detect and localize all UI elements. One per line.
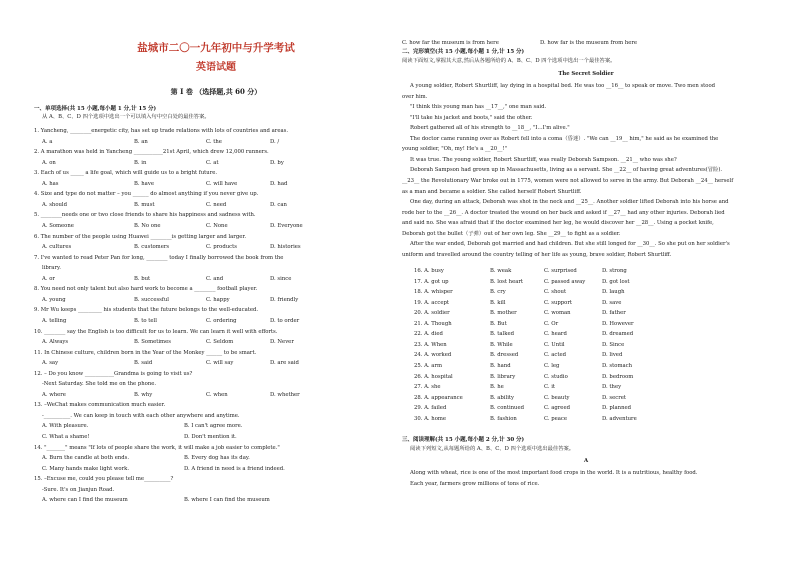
option-b: B. have	[134, 180, 154, 187]
option-b: B. to tell	[134, 317, 157, 324]
option-b: B. an	[134, 138, 148, 145]
cloze-option-b: B. But	[490, 320, 507, 327]
section-3-heading: 三、阅读理解(共 15 小题,每小题 2 分,计 30 分)	[402, 437, 525, 443]
cloze-option-c: C. it	[544, 384, 556, 391]
option-a: A. With pleasure.	[42, 423, 89, 430]
question-stem: 7. I've wanted to read Peter Pan for long, ________ today I finally borrowed the book from the	[34, 254, 284, 261]
option-b: B. said	[134, 360, 153, 367]
option-a: A. where	[42, 391, 66, 398]
passage-line: Deborah Sampson had grown up in Massachusetts, living as a servant. She __22__ of having great adventures(冒险).	[410, 167, 723, 174]
question-stem: 6. The number of the people using Huawei ________is getting larger and larger.	[34, 233, 246, 240]
option-a: A. a	[42, 138, 53, 145]
cloze-option-c: C. woman	[544, 310, 571, 317]
cloze-option-c: C. beauty	[544, 394, 570, 401]
option-a: A. or	[42, 275, 55, 282]
option-c: C. What a shame!	[42, 434, 90, 440]
cloze-option-b: B. he	[490, 384, 504, 391]
cloze-option-b: B. hand	[490, 363, 511, 369]
cloze-option-b: B. lost heart	[490, 278, 524, 285]
option-b: B. why	[134, 391, 153, 398]
option-c: C. None	[206, 223, 228, 229]
passage-line: rode her to the __26__. A doctor treated the wound on her back and asked if __27__ had any other injuries. Deborah lied	[402, 209, 725, 216]
cloze-option-d: D. Since	[602, 341, 625, 348]
question-stem: 3. Each of us _____ a life goal, which will guide us to a bright future.	[34, 170, 218, 177]
cloze-option-d: D. lived	[602, 352, 623, 359]
passage-line: young soldier, "Oh, my! He's a __20__!"	[402, 146, 507, 153]
cloze-option-a: 16. A. busy	[414, 268, 444, 274]
cloze-option-a: 28. A. appearance	[414, 394, 463, 401]
section-2-heading: 二、完形填空(共 15 小题,每小题 1 分,计 15 分)	[402, 49, 525, 55]
cloze-option-a: 26. A. hospital	[414, 373, 453, 380]
option-c: C. at	[206, 159, 219, 166]
cloze-option-d: D. planned	[602, 405, 632, 412]
option-a: A. Someone	[42, 223, 74, 229]
passage-line: A young soldier, Robert Shurtliff, lay dying in a hospital bed. He was too __16__ to speak or move. Two men stood	[410, 83, 716, 89]
cloze-option-b: B. dressed	[490, 352, 519, 359]
cloze-option-d: D. However	[602, 320, 634, 327]
option-c: C. will say	[206, 360, 234, 367]
option-a: A. Always	[42, 339, 69, 345]
option-b: B. No one	[134, 223, 161, 229]
cloze-option-b: B. cry	[490, 289, 506, 296]
cloze-option-c: C. Or	[544, 320, 559, 327]
option-a: A. has	[42, 180, 59, 187]
option-c: C. products	[206, 244, 237, 251]
question-stem: 15. –Excuse me, could you please tell me__________?	[34, 476, 174, 483]
option-c: C. ordering	[206, 317, 237, 324]
right-column	[402, 0, 770, 562]
exam-subtitle: 英语试题	[196, 62, 236, 73]
cloze-option-d: D. father	[602, 310, 626, 317]
section-2-instruction: 阅读下面短文,掌握其大意,然后从各题所给的 A、B、C、D 四个选项中选出一个最佳答案。	[402, 58, 616, 64]
option-d: D. are said	[270, 360, 299, 367]
cloze-option-b: B. talked	[490, 331, 514, 338]
question-stem: 12. – Do you know ___________Grandma is going to visit us?	[34, 370, 193, 377]
option-c: C. and	[206, 275, 224, 282]
question-stem: 4. Size and type do not matter – you ______ do almost anything if you never give up.	[34, 191, 259, 198]
section-1-instruction: 从 A、B、C、D 四个选项中选出一个可以填入句中空白处的最佳答案。	[42, 114, 210, 120]
question-stem: 14. "_______" means "If lots of people share the work, it will make a job easier to complete."	[34, 444, 280, 451]
cloze-option-c: C. leg	[544, 363, 560, 369]
passage-line: and said no. She was afraid that if the doctor examined her leg, he would discover her __28__. Using a pocket knife,	[402, 220, 714, 227]
option-c: C. how far the museum is from here	[402, 40, 499, 46]
cloze-option-c: C. support	[544, 299, 572, 306]
cloze-option-d: D. laugh	[602, 289, 625, 296]
cloze-option-d: D. they	[602, 384, 622, 391]
cloze-option-b: B. While	[490, 341, 513, 348]
passage-line: It was true. The young soldier, Robert Shurtliff, was really Deborah Sampson. __21__ who was she?	[410, 156, 677, 163]
passage-line: over him.	[402, 93, 428, 100]
left-column	[34, 0, 398, 562]
cloze-option-d: D. strong	[602, 268, 627, 274]
option-a: A. Burn the candle at both ends.	[42, 455, 130, 462]
cloze-option-a: 20. A. soldier	[414, 310, 450, 317]
section-3-instruction: 阅读下列短文,从每题所给的 A、B、C、D 四个选项中选出最佳答案。	[410, 446, 575, 452]
question-stem-continued: library.	[42, 265, 61, 272]
option-d: D. Everyone	[270, 223, 303, 229]
option-d: D. histories	[270, 244, 301, 251]
cloze-option-b: B. library	[490, 373, 516, 380]
option-b: B. must	[134, 201, 155, 208]
option-b: B. in	[134, 159, 147, 166]
option-d: D. how far is the museum from here	[540, 40, 638, 46]
question-stem: 8. You need not only talent but also hard work to become a ________ football player.	[34, 286, 258, 293]
cloze-option-a: 22. A. died	[414, 331, 443, 338]
option-a: A. should	[42, 201, 68, 208]
passage-line: Deborah got the bullet（子弹）out of her own leg. She __29__ to fight as a soldier.	[402, 230, 621, 237]
option-a: A. say	[42, 360, 59, 367]
option-b: B. I can't agree more.	[184, 423, 243, 430]
question-stem: 11. In Chinese culture, children born in the Year of the Monkey ______ to be smart.	[34, 349, 257, 356]
option-a: A. on	[42, 159, 56, 166]
option-a: A. telling	[42, 317, 67, 324]
reading-line: Along with wheat, rice is one of the most important food crops in the world. It is a nutritious, healthy food.	[410, 470, 698, 476]
question-stem: 2. A marathon was held in Yancheng ___________21st April, which drew 12,000 runners.	[34, 149, 269, 156]
cloze-option-c: C. heard	[544, 331, 567, 338]
option-d: D. can	[270, 201, 287, 208]
passage-line: After the war ended, Deborah got married and had children. But she still longed for __30__. So she put on her soldier's	[410, 241, 730, 248]
option-a: A. cultures	[42, 244, 72, 251]
question-stem-continued: -__________. We can keep in touch with each other anywhere and anytime.	[42, 412, 240, 419]
cloze-option-d: D. dreamed	[602, 331, 634, 338]
passage-line: "I think this young man has __17__," one man said.	[410, 104, 547, 111]
option-c: C. the	[206, 138, 222, 145]
passage-line: uniform and travelled around the country telling of her life as young, brave soldier, Robert Shurtliff.	[402, 251, 672, 258]
option-c: C. when	[206, 391, 228, 398]
cloze-option-d: D. secret	[602, 394, 627, 401]
passage-line: Robert gathered all of his strength to __18__, "I…I'm alive."	[410, 125, 570, 132]
cloze-option-a: 23. A. When	[414, 341, 447, 348]
option-b: B. where I can find the museum	[184, 497, 270, 504]
reading-line: Each year, farmers grow millions of tons of rice.	[410, 480, 540, 487]
passage-line: "I'll take his jacket and boots," said the other.	[410, 114, 533, 121]
question-stem-continued: -Sure. It's on Jianjun Road.	[42, 486, 115, 493]
passage-line: __23__ the Revolutionary War broke out in 1775, women were not allowed to serve in the army. But Deborah __24__ herself	[402, 178, 734, 184]
option-d: D. /	[270, 138, 280, 145]
question-stem: 13. –WeChat makes communication much easier.	[34, 402, 166, 409]
cloze-option-a: 24. A. worked	[414, 352, 452, 359]
option-b: B. Every dog has its day.	[184, 455, 250, 462]
cloze-option-b: B. mother	[490, 310, 517, 317]
option-d: D. had	[270, 180, 288, 187]
cloze-option-c: C. shout	[544, 289, 567, 296]
passage-line: One day, during an attack, Deborah was shot in the neck and __25__. Another soldier lifted Deborah into his horse and	[410, 199, 729, 206]
passage-line: The doctor came running over as Robert fell into a coma（昏迷）. "We can __19__ him," he said as he examined the	[410, 135, 719, 142]
option-c: C. Seldom	[206, 339, 234, 345]
option-b: B. customers	[134, 244, 170, 251]
option-d: D. friendly	[270, 296, 299, 303]
cloze-option-b: B. kill	[490, 299, 506, 306]
option-d: D. whether	[270, 391, 300, 398]
question-stem: 5. ________needs one or two close friends to share his happiness and sadness with.	[34, 212, 256, 219]
cloze-option-a: 27. A. she	[414, 384, 441, 391]
section-1-heading: 一、单项选择(共 15 小题,每小题 1 分,计 15 分)	[34, 106, 157, 112]
option-a: A. where can I find the museum	[42, 497, 128, 504]
cloze-option-a: 21. A. Though	[414, 320, 452, 327]
cloze-option-d: D. stomach	[602, 363, 633, 369]
cloze-option-c: C. peace	[544, 415, 568, 422]
cloze-option-a: 30. A. home	[414, 415, 447, 422]
cloze-option-a: 25. A. arm	[414, 363, 443, 369]
option-b: B. but	[134, 275, 151, 282]
cloze-option-b: B. ability	[490, 394, 515, 401]
option-d: D. Don't mention it.	[184, 434, 237, 440]
cloze-option-c: C. Until	[544, 341, 565, 348]
passage-line: as a man and became a soldier. She called herself Robert Shurtliff.	[402, 188, 582, 195]
story-title: The Secret Soldier	[558, 71, 614, 77]
cloze-option-d: D. bedroom	[602, 373, 634, 380]
option-d: D. A friend in need is a friend indeed.	[184, 465, 285, 472]
option-d: D. since	[270, 275, 292, 282]
cloze-option-d: D. save	[602, 299, 622, 306]
cloze-option-c: C. studio	[544, 373, 568, 380]
cloze-option-a: 19. A. accept	[414, 299, 450, 306]
option-c: C. happy	[206, 296, 230, 303]
option-d: D. by	[270, 159, 284, 166]
question-stem: 10. ________ say the English is too difficult for us to learn. We can learn it well with efforts.	[34, 328, 278, 335]
option-a: A. young	[42, 296, 66, 303]
part-one-heading: 第 I 卷 （选择题,共 60 分）	[170, 87, 262, 96]
cloze-option-a: 29. A. failed	[414, 405, 447, 412]
option-b: B. Sometimes	[134, 339, 171, 345]
question-stem: 1. Yancheng, ________energetic city, has set up trade relations with lots of countries and areas.	[34, 128, 289, 134]
cloze-option-c: C. surprised	[544, 268, 577, 274]
passage-a-label: A	[583, 458, 589, 464]
option-d: D. to order	[270, 317, 300, 324]
cloze-option-c: C. acted	[544, 352, 567, 359]
cloze-option-c: C. agreed	[544, 405, 570, 412]
question-stem: 9. Mr Wu keeps _________ his students that the future belongs to the well-educated.	[34, 307, 259, 314]
cloze-option-c: C. passed away	[544, 278, 586, 285]
cloze-option-d: D. got lost	[602, 278, 630, 285]
exam-title: 盐城市二〇一九年初中与升学考试	[137, 42, 295, 54]
cloze-option-a: 18. A. whisper	[414, 289, 453, 296]
option-c: C. will have	[206, 180, 238, 187]
option-b: B. successful	[134, 296, 169, 303]
cloze-option-d: D. adventure	[602, 415, 637, 422]
cloze-option-b: B. weak	[490, 268, 512, 274]
cloze-option-b: B. fashion	[490, 415, 517, 422]
option-c: C. Many hands make light work.	[42, 465, 130, 472]
cloze-option-b: B. continued	[490, 405, 524, 412]
option-d: D. Never	[270, 339, 294, 345]
option-c: C. need	[206, 201, 227, 208]
cloze-option-a: 17. A. got up	[414, 278, 449, 285]
question-stem-continued: -Next Saturday. She told me on the phone.	[42, 381, 157, 388]
